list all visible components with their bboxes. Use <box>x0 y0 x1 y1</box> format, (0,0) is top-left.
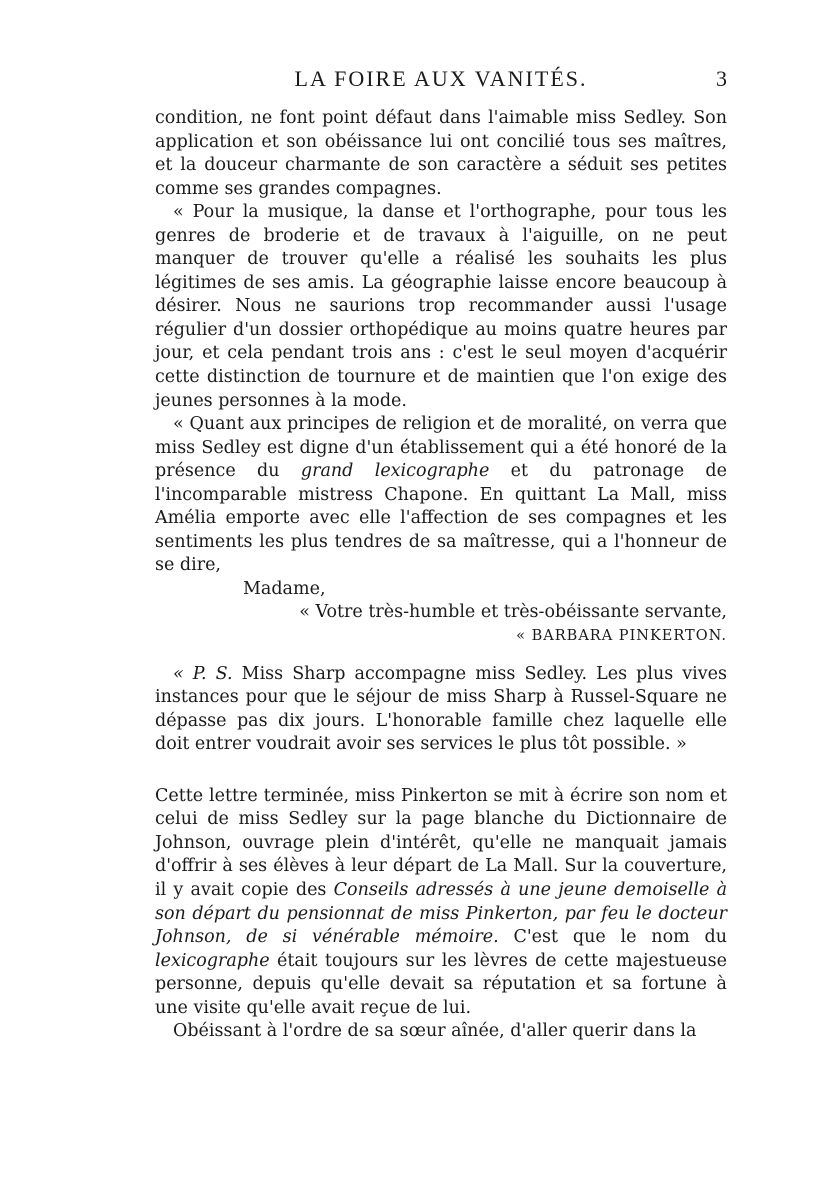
running-title: LA FOIRE AUX VANITÉS. <box>294 66 588 91</box>
paragraph-1: condition, ne font point défaut dans l'aimable miss Sedley. Son application et son obéissance lui ont concilié tous ses maîtres, et la douceur charmante de son caractère a séduit ses petites comme ses grandes compagnes. <box>155 108 727 199</box>
narrative-text-c: était toujours sur les lèvres de cette majestueuse personne, depuis qu'elle devait sa réputation et sa fortune à une visite qu'elle avait reçue de lui. <box>155 950 727 1018</box>
postscript-label: « P. S. <box>173 663 233 684</box>
paragraph-3-text-a: « Quant aux principes de religion et de moralité, on verra que miss Sedley est digne d'un établissement qui a été honoré de la présence du <box>155 414 727 482</box>
paragraph-3-text-b: et du patronage de l'incomparable mistress Chapone. En quittant La Mall, miss Amélia emporte avec elle l'affection de ses compagnes et les sentiments les plus tendres de sa maîtresse, qui a l'honneur de se dire, <box>155 461 727 576</box>
salutation: Madame, <box>243 578 326 599</box>
page-number: 3 <box>716 66 727 91</box>
paragraph-2: « Pour la musique, la danse et l'orthographe, pour tous les genres de broderie et de travaux à l'aiguille, on ne peut manquer de trouver qu'elle a réalisé les souhaits les plus légitimes de ses amis. La géographie laisse encore beaucoup à désirer. Nous ne saurions trop recommander aussi l'usage régulier d'un dossier orthopédique au moins quatre heures par jour, et cela pendant trois ans : c'est le seul moyen d'acquérir cette distinction de tournure et de maintien que l'on exige des jeunes personnes à la mode. <box>155 202 727 411</box>
postscript <box>155 663 727 757</box>
page-body <box>155 107 727 1044</box>
narrative-text-b: C'est que le nom du <box>498 927 727 948</box>
paragraph-3 <box>155 413 727 578</box>
closing-line: « Votre très-humble et très-obéissante servante, <box>299 602 727 623</box>
paragraph-3-italic: grand lexicographe <box>300 461 490 482</box>
narrative-text-a: Cette lettre terminée, miss Pinkerton se mit à écrire son nom et celui de miss Sedley sur la page blanche du Dictionnaire de Johnson, ouvrage plein d'intérêt, qu'elle ne manquait jamais d'offrir à ses élèves à leur départ de La Mall. Sur la couverture, il y avait copie des <box>155 785 727 900</box>
postscript-text: Miss Sharp accompagne miss Sedley. Les plus vives instances pour que le séjour de miss Sharp à Russel-Square ne dépasse pas dix jours. L'honorable famille chez laquelle elle doit entrer voudrait avoir ses services le plus tôt possible. » <box>155 663 727 755</box>
signatory-name: « BARBARA PINKERTON. <box>516 628 727 645</box>
narrative-paragraph-2: Obéissant à l'ordre de sa sœur aînée, d'aller querir dans la <box>173 1021 697 1042</box>
narrative-italic-title: Conseils adressés à une jeune demoiselle à son départ du pensionnat de miss Pinkerton, par feu le docteur Johnson, de si vénérable mémoire. <box>155 879 727 948</box>
running-header <box>155 66 727 94</box>
narrative-paragraph-1 <box>155 785 727 1020</box>
narrative-italic-word: lexicographe <box>155 950 270 971</box>
